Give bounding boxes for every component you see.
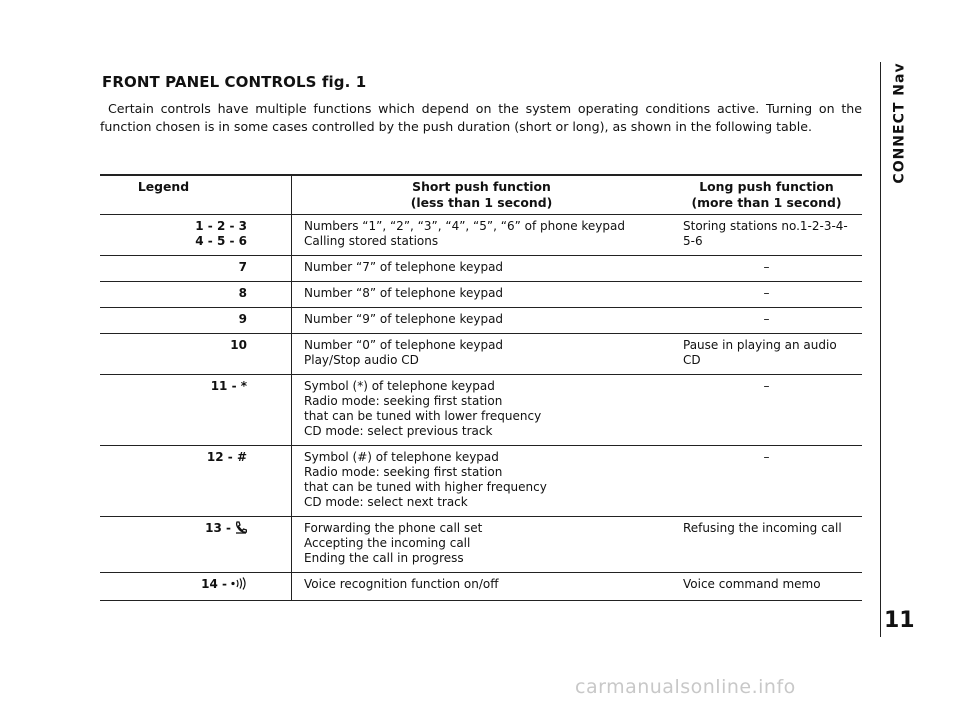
row-short-push — [292, 375, 672, 446]
row-short-push — [292, 517, 672, 573]
row-long-push: – — [671, 375, 862, 446]
table-row — [100, 215, 862, 256]
intro-paragraph: Certain controls have multiple functions which depend on the system operating conditions active. Turning on the function chosen is in some cases controlled by the push duration (short or long), as shown in the following table. — [100, 101, 862, 134]
table-row — [100, 308, 862, 334]
table-row — [100, 334, 862, 375]
short-push-line: that can be tuned with higher frequency — [304, 480, 547, 494]
legend-text: 8 — [238, 286, 247, 300]
section-title: FRONT PANEL CONTROLS fig. 1 — [102, 73, 367, 91]
section-side-label: CONNECT Nav — [892, 62, 909, 184]
row-short-push — [292, 334, 672, 375]
row-legend — [100, 282, 292, 308]
header-short-push — [292, 175, 672, 215]
short-push-line: CD mode: select previous track — [304, 424, 493, 438]
row-long-push: – — [671, 308, 862, 334]
row-short-push — [292, 446, 672, 517]
header-short-line1: Short push function — [412, 179, 551, 194]
short-push-line: Numbers “1”, “2”, “3”, “4”, “5”, “6” of phone keypad — [304, 219, 625, 233]
row-long-push: Pause in playing an audio CD — [671, 334, 862, 375]
row-short-push — [292, 308, 672, 334]
short-push-line: Radio mode: seeking first station — [304, 465, 503, 479]
row-legend — [100, 517, 292, 573]
short-push-line: Symbol (#) of telephone keypad — [304, 450, 499, 464]
row-short-push — [292, 282, 672, 308]
voice-command-icon — [231, 577, 247, 594]
short-push-line: Accepting the incoming call — [304, 536, 471, 550]
header-long-push — [671, 175, 862, 215]
short-push-line: that can be tuned with lower frequency — [304, 409, 542, 423]
short-push-line: Number “7” of telephone keypad — [304, 260, 504, 274]
short-push-line: Forwarding the phone call set — [304, 521, 483, 535]
legend-text: 14 - — [201, 577, 227, 591]
row-legend — [100, 375, 292, 446]
header-short-line2: (less than 1 second) — [410, 195, 553, 210]
legend-text: 13 - — [205, 521, 231, 535]
short-push-line: Play/Stop audio CD — [304, 353, 419, 367]
watermark: carmanualsonline.info — [575, 676, 796, 698]
legend-text: 12 - # — [206, 450, 247, 464]
row-legend — [100, 256, 292, 282]
row-long-push: Voice command memo — [671, 573, 862, 601]
short-push-line: Calling stored stations — [304, 234, 439, 248]
row-legend — [100, 573, 292, 601]
row-long-push: Refusing the incoming call — [671, 517, 862, 573]
short-push-line: Ending the call in progress — [304, 551, 464, 565]
row-short-push — [292, 573, 672, 601]
short-push-line: CD mode: select next track — [304, 495, 468, 509]
row-long-push: – — [671, 256, 862, 282]
row-short-push — [292, 256, 672, 282]
row-long-push: – — [671, 282, 862, 308]
table-row — [100, 282, 862, 308]
table-row — [100, 256, 862, 282]
row-short-push — [292, 215, 672, 256]
legend-text: 10 — [230, 338, 247, 352]
header-long-line2: (more than 1 second) — [691, 195, 842, 210]
header-long-line1: Long push function — [699, 179, 834, 194]
short-push-line: Number “9” of telephone keypad — [304, 312, 504, 326]
legend-text: 1 - 2 - 3 — [195, 219, 247, 233]
table-header-row — [100, 175, 862, 215]
controls-table — [100, 174, 862, 601]
row-legend — [100, 308, 292, 334]
row-long-push: Storing stations no.1-2-3-4-5-6 — [671, 215, 862, 256]
side-tab — [876, 60, 924, 186]
short-push-line: Number “8” of telephone keypad — [304, 286, 504, 300]
table-row — [100, 573, 862, 601]
short-push-line: Number “0” of telephone keypad — [304, 338, 504, 352]
legend-text: 11 - * — [210, 379, 247, 393]
legend-text: 7 — [238, 260, 247, 274]
row-legend — [100, 215, 292, 256]
table-row — [100, 446, 862, 517]
phone-handset-icon — [235, 521, 247, 538]
table-row — [100, 517, 862, 573]
short-push-line: Symbol (*) of telephone keypad — [304, 379, 495, 393]
row-legend — [100, 446, 292, 517]
page-number: 11 — [884, 608, 915, 633]
short-push-line: Voice recognition function on/off — [304, 577, 499, 591]
legend-text: 9 — [238, 312, 247, 326]
header-legend: Legend — [100, 175, 292, 215]
row-long-push: – — [671, 446, 862, 517]
short-push-line: Radio mode: seeking first station — [304, 394, 503, 408]
legend-text: 4 - 5 - 6 — [195, 234, 247, 248]
row-legend — [100, 334, 292, 375]
table-row — [100, 375, 862, 446]
